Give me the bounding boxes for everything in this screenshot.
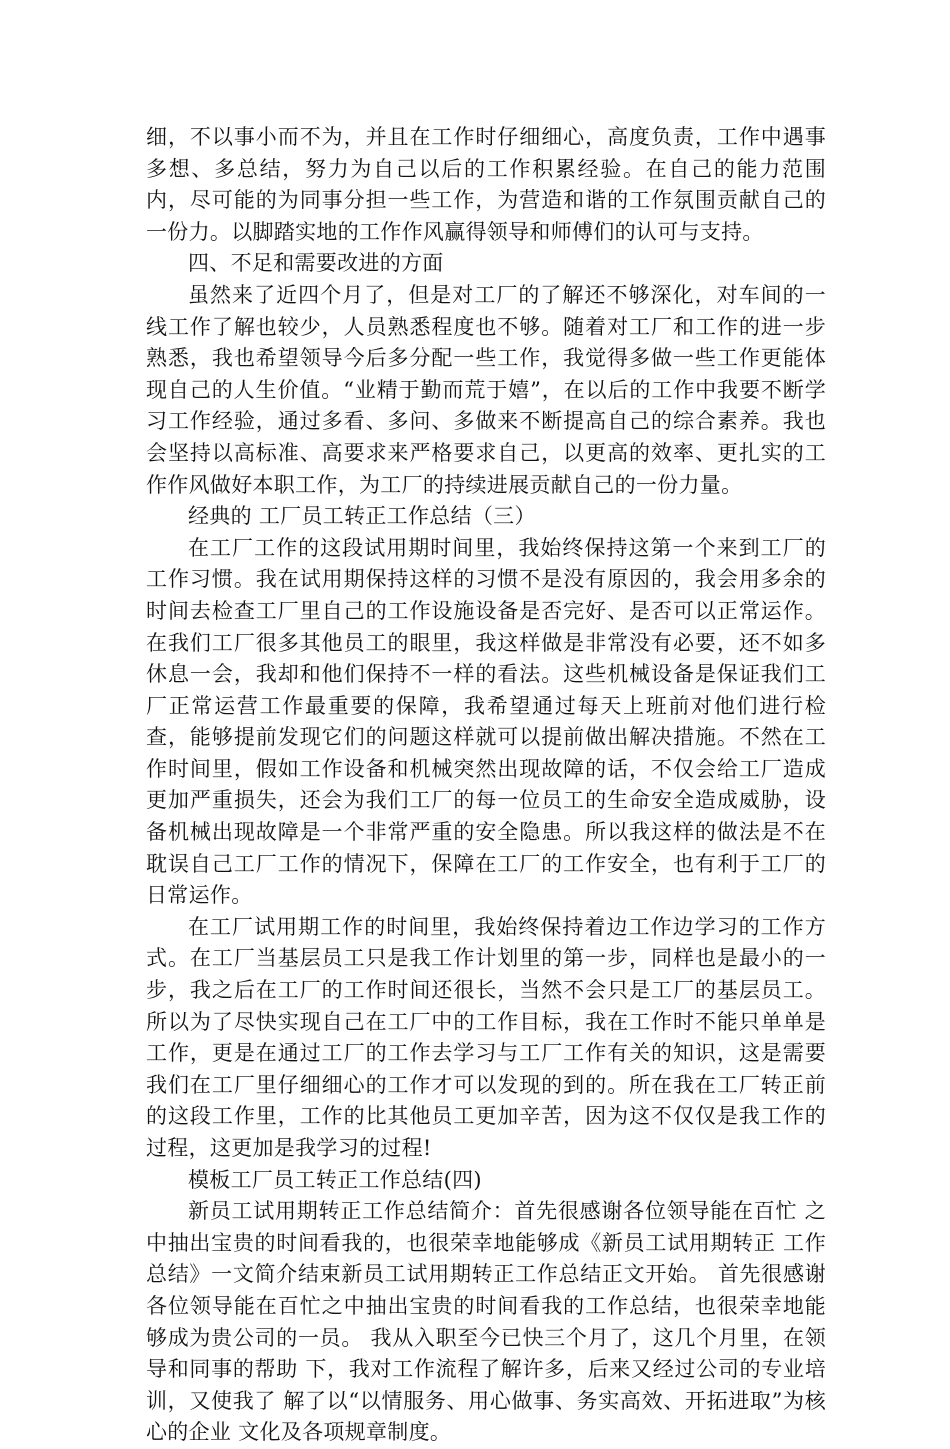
section-heading-template-summary-4: 模板工厂员工转正工作总结(四) xyxy=(188,1167,482,1192)
paragraph-continuation: 细，不以事小而不为，并且在工作时仔细细心，高度负责，工作中遇事多想、多总结，努力为自己以后的工作积累经验。在自己的能力范围内，尽可能的为同事分担一些工作，为营造和谐的工作氛围贡献自己的一份力。以脚踏实地的工作作风赢得领导和师傅们的认可与支持。 xyxy=(146,125,826,244)
paragraph-new-employee-intro: 新员工试用期转正工作总结简介：首先很感谢各位领导能在百忙 之中抽出宝贵的时间看我的，也很荣幸地能够成《新员工试用期转正 工作总结》一文简介结束新员工试用期转正工作总结正文开始。 首先很感谢各位领导能在百忙之中抽出宝贵的时间看我的工作总结，也很荣幸地能够成为贵公司的一员。 我从入职至今已快三个月了，这几个月里，在领导和同事的帮助 下，我对工作流程了解许多，后来又经过公司的专业培训，又使我了 解了以“以情服务、用心做事、务实高效、开拓进取”为核心的企业 文化及各项规章制度。 xyxy=(146,1199,826,1445)
section-heading-shortcomings: 四、不足和需要改进的方面 xyxy=(188,251,444,276)
document-body xyxy=(146,122,826,1449)
paragraph-learning: 在工厂试用期工作的时间里，我始终保持着边工作边学习的工作方式。在工厂当基层员工只是我工作计划里的第一步，同样也是最小的一步，我之后在工厂的工作时间还很长，当然不会只是工厂的基层员工。所以为了尽快实现自己在工厂中的工作目标，我在工作时不能只单单是工作，更是在通过工厂的工作去学习与工厂工作有关的知识，这是需要我们在工厂里仔细细心的工作才可以发现的到的。所在我在工厂转正前的这段工作里，工作的比其他员工更加辛苦，因为这不仅仅是我工作的过程，这更加是我学习的过程! xyxy=(146,914,826,1160)
paragraph-work-habits: 在工厂工作的这段试用期时间里，我始终保持这第一个来到工厂的工作习惯。我在试用期保持这样的习惯不是没有原因的，我会用多余的时间去检查工厂里自己的工作设施设备是否完好、是否可以正常运作。在我们工厂很多其他员工的眼里，我这样做是非常没有必要，还不如多休息一会，我却和他们保持不一样的看法。这些机械设备是保证我们工厂正常运营工作最重要的保障，我希望通过每天上班前对他们进行检查，能够提前发现它们的问题这样就可以提前做出解决措施。不然在工作时间里，假如工作设备和机械突然出现故障的话，不仅会给工厂造成更加严重损失，还会为我们工厂的每一位员工的生命安全造成威胁，设备机械出现故障是一个非常严重的安全隐患。所以我这样的做法是不在耽误自己工厂工作的情况下，保障在工厂的工作安全，也有利于工厂的日常运作。 xyxy=(146,535,826,908)
section-heading-classic-summary-3: 经典的 工厂员工转正工作总结（三） xyxy=(188,504,536,529)
paragraph-shortcomings: 虽然来了近四个月了，但是对工厂的了解还不够深化，对车间的一线工作了解也较少，人员熟悉程度也不够。随着对工厂和工作的进一步熟悉，我也希望领导今后多分配一些工作，我觉得多做一些工作更能体现自己的人生价值。“业精于勤而荒于嬉”，在以后的工作中我要不断学习工作经验，通过多看、多问、多做来不断提高自己的综合素养。我也会坚持以高标准、高要求来严格要求自己，以更高的效率、更扎实的工作作风做好本职工作，为工厂的持续进展贡献自己的一份力量。 xyxy=(146,282,826,497)
